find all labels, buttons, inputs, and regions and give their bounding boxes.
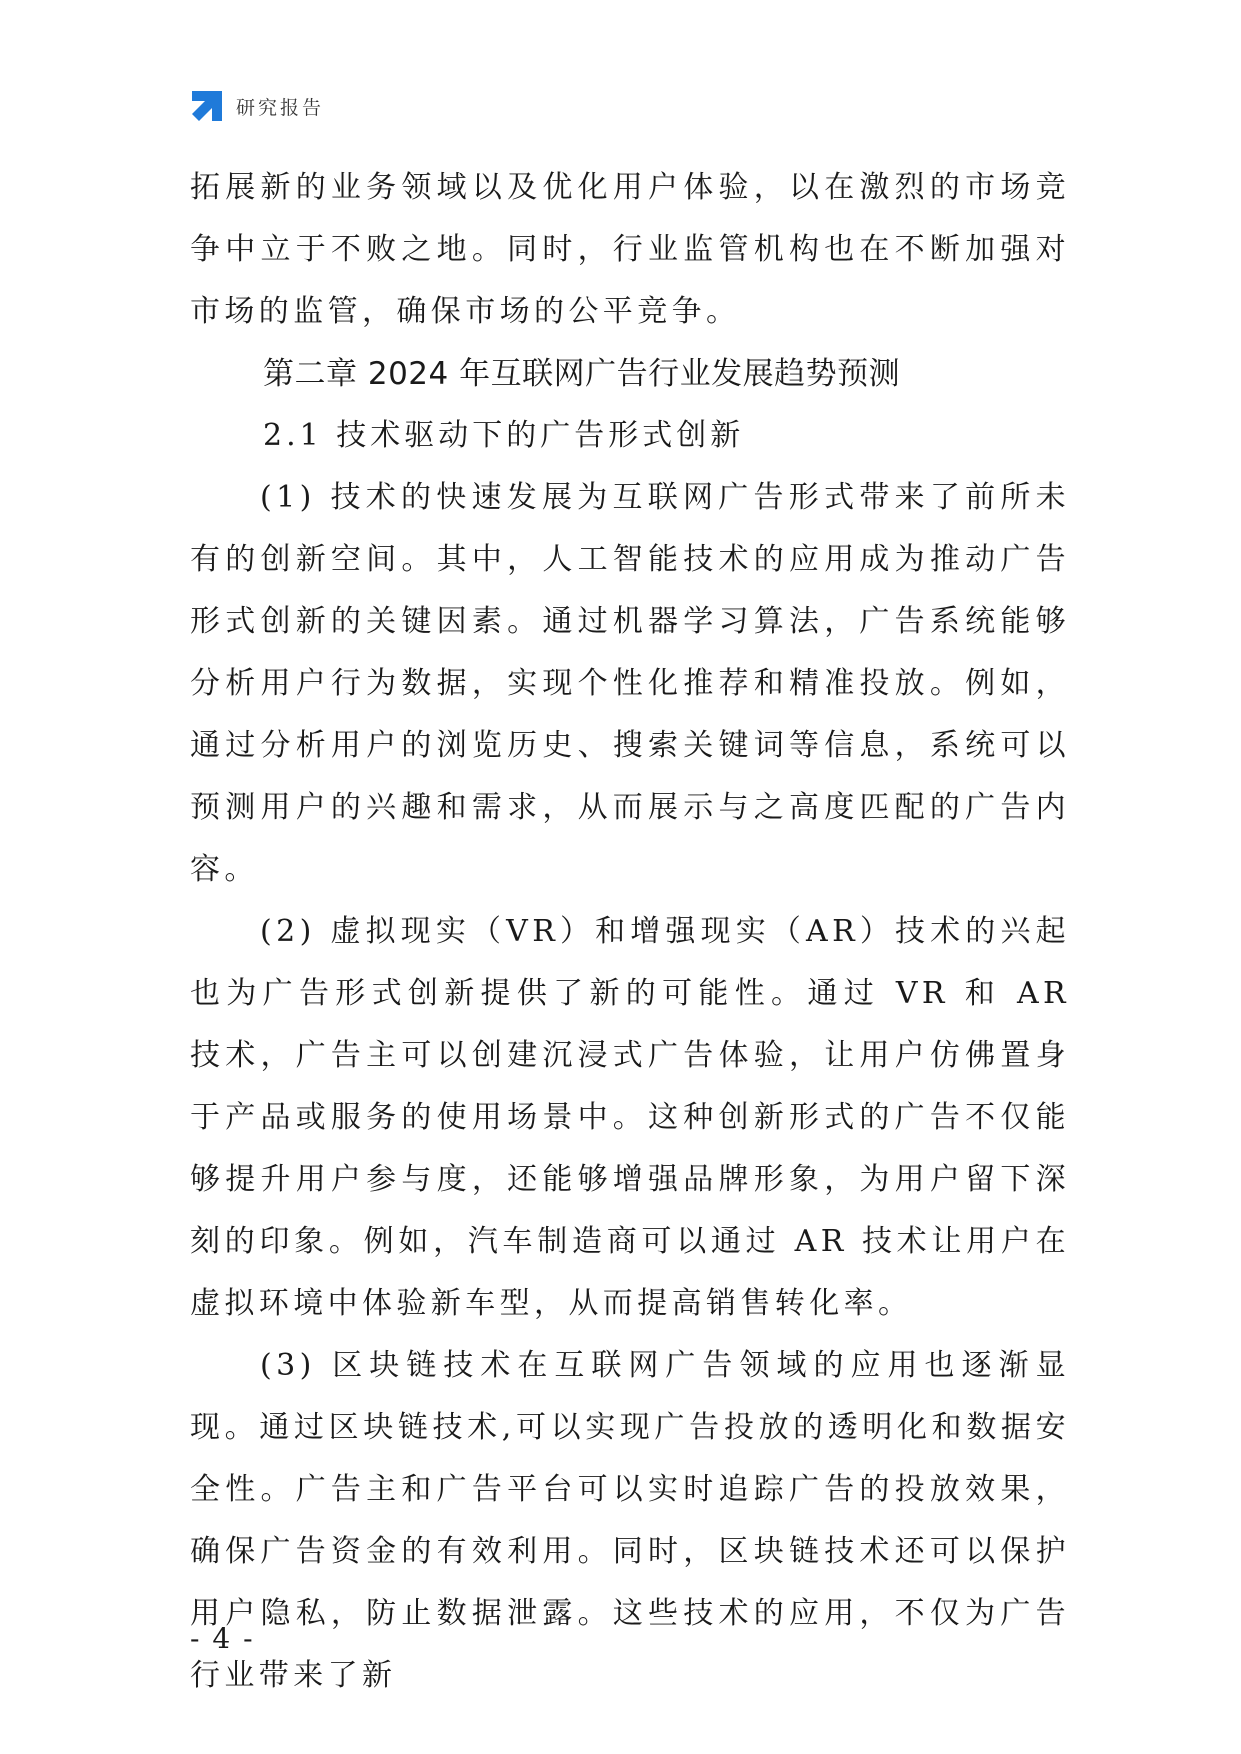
- document-body: [190, 157, 1070, 1707]
- arrow-logo-icon: [190, 89, 224, 123]
- chapter-title: 第二章 2024 年互联网广告行业发展趋势预测: [263, 356, 901, 392]
- paragraph-3: (3) 区块链技术在互联网广告领域的应用也逐渐显现。通过区块链技术,可以实现广告投放的透明化和数据安全性。广告主和广告平台可以实时追踪广告的投放效果，确保广告资金的有效利用。同时，区块链技术还可以保护用户隐私，防止数据泄露。这些技术的应用，不仅为广告行业带来了新: [190, 1348, 1070, 1693]
- section-title: 2.1 技术驱动下的广告形式创新: [263, 418, 745, 453]
- report-header: [190, 88, 324, 124]
- paragraph-1: (1) 技术的快速发展为互联网广告形式带来了前所未有的创新空间。其中，人工智能技术的应用成为推动广告形式创新的关键因素。通过机器学习算法，广告系统能够分析用户行为数据，实现个性化推荐和精准投放。例如，通过分析用户的浏览历史、搜索关键词等信息，系统可以预测用户的兴趣和需求，从而展示与之高度匹配的广告内容。: [190, 480, 1070, 887]
- intro-paragraph: 拓展新的业务领域以及优化用户体验，以在激烈的市场竞争中立于不败之地。同时，行业监管机构也在不断加强对市场的监管，确保市场的公平竞争。: [190, 170, 1070, 329]
- header-title: 研究报告: [236, 96, 325, 119]
- paragraph-2: (2) 虚拟现实（VR）和增强现实（AR）技术的兴起也为广告形式创新提供了新的可能性。通过 VR 和 AR 技术，广告主可以创建沉浸式广告体验，让用户仿佛置身于产品或服务的使用场景中。这种创新形式的广告不仅能够提升用户参与度，还能够增强品牌形象，为用户留下深刻的印象。例如，汽车制造商可以通过 AR 技术让用户在虚拟环境中体验新车型，从而提高销售转化率。: [190, 914, 1070, 1321]
- page-number: - 4 -: [190, 1622, 255, 1655]
